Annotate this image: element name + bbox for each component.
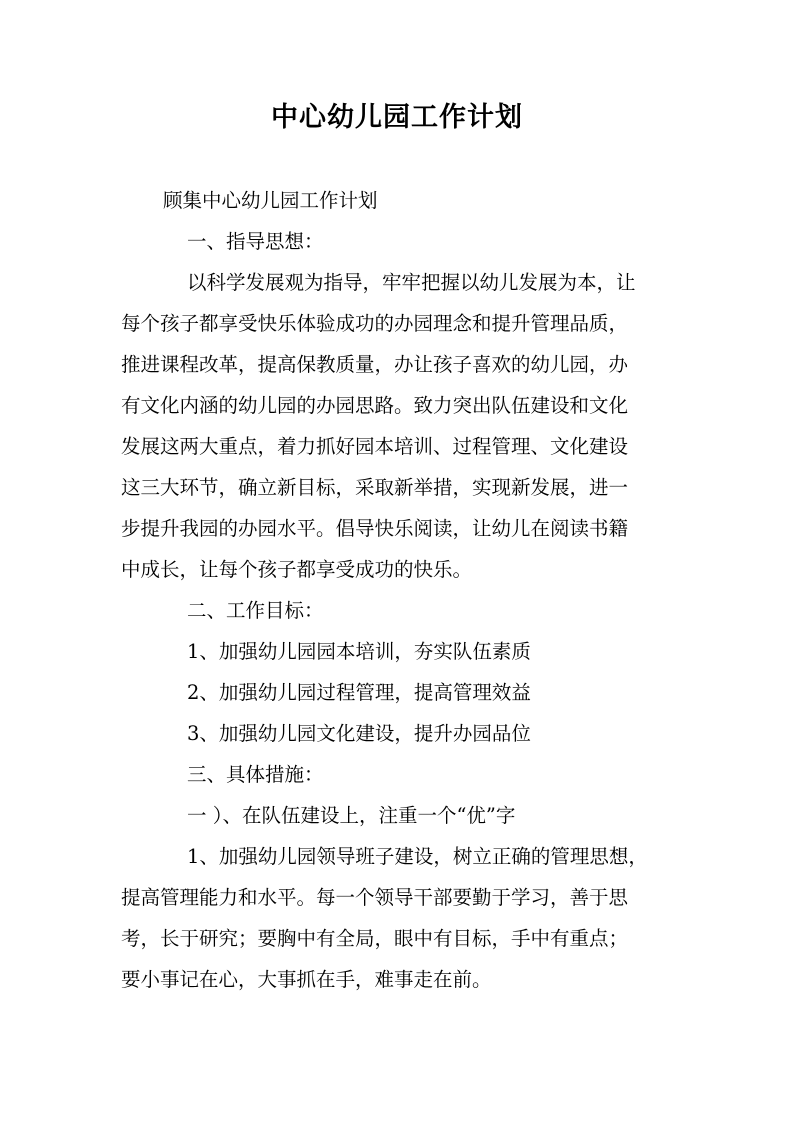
paragraph-line: 1、加强幼儿园领导班子建设，树立正确的管理思想， <box>187 845 648 868</box>
paragraph-line: 要小事记在心，大事抓在手，难事走在前。 <box>121 968 492 991</box>
measure-heading-team-building: 一 ）、在队伍建设上，注重一个“优”字 <box>187 804 516 827</box>
paragraph-line: 这三大环节，确立新目标，采取新举措，实现新发展，进一 <box>121 476 629 499</box>
goal-item: 2、加强幼儿园过程管理，提高管理效益 <box>187 681 531 704</box>
paragraph-line: 每个孩子都享受快乐体验成功的办园理念和提升管理品质， <box>121 312 629 335</box>
goal-item: 1、加强幼儿园园本培训，夯实队伍素质 <box>187 640 531 663</box>
paragraph-line: 步提升我园的办园水平。倡导快乐阅读，让幼儿在阅读书籍 <box>121 517 629 540</box>
document-body <box>121 180 675 1000</box>
paragraph-line: 以科学发展观为指导，牢牢把握以幼儿发展为本，让 <box>187 271 636 294</box>
paragraph-line: 有文化内涵的幼儿园的办园思路。致力突出队伍建设和文化 <box>121 394 629 417</box>
paragraph-line: 中成长，让每个孩子都享受成功的快乐。 <box>121 558 473 581</box>
section-heading-work-goals: 二、工作目标： <box>187 599 324 622</box>
paragraph-guiding-ideology <box>121 262 675 590</box>
paragraph-line: 提高管理能力和水平。每一个领导干部要勤于学习，善于思 <box>121 886 629 909</box>
section-heading-guiding-ideology: 一、指导思想： <box>187 230 324 253</box>
section-heading-specific-measures: 三、具体措施： <box>187 763 324 786</box>
paragraph-line: 发展这两大重点，着力抓好园本培训、过程管理、文化建设 <box>121 435 629 458</box>
paragraph-line: 推进课程改革，提高保教质量，办让孩子喜欢的幼儿园，办 <box>121 353 629 376</box>
paragraph-line: 考，长于研究；要胸中有全局，眼中有目标，手中有重点； <box>121 927 629 950</box>
page-title: 中心幼儿园工作计划 <box>271 102 523 133</box>
subtitle: 顾集中心幼儿园工作计划 <box>163 189 378 212</box>
goal-item: 3、加强幼儿园文化建设，提升办园品位 <box>187 722 531 745</box>
paragraph-leadership-building <box>121 836 675 1000</box>
